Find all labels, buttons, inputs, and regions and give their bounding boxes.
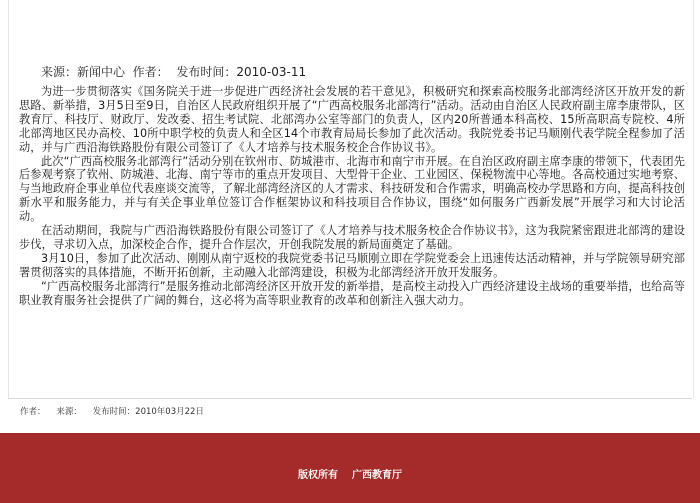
copyright-owner: 广西教育厅 (351, 470, 402, 481)
author-label: 作者： (132, 65, 169, 79)
article-paragraph: 此次“广西高校服务北部湾行”活动分别在钦州市、防城港市、北海市和南宁市开展。在自治区政府副主席李康的带领下，代表团先后参观考察了钦州、防城港、北海、南宁等市的重点开发项目、大型骨干企业、工业园区、保税物流中心等地。各高校通过实地考察、与当地政府企事业单位代表座谈交流等，了解北部湾经济区的人才需求、科技研发和合作需求，明确高校办学思路和方向，提高科技创新水平和服务能力，并与有关企事业单位签订合作框架协议和科技项目合作协议，围绕“如何服务广西新发展”开展学习和大讨论活动。 (19, 154, 685, 224)
article-paragraph: “广西高校服务北部湾行”是服务推动北部湾经济区开放开发的新举措，是高校主动投入广西经济建设主战场的重要举措，也给高等职业教育服务社会提供了广阔的舞台，这必将为高等职业教育的改革和创新注入强大动力。 (19, 279, 685, 307)
footer-divider (8, 398, 692, 399)
content-area (8, 0, 694, 398)
source-value: 新闻中心 (77, 65, 126, 79)
footer-author-label: 作者： (20, 407, 46, 417)
footer-meta (20, 405, 204, 417)
article-body (19, 85, 685, 308)
article-paragraph: 在活动期间，我院与广西沿海铁路股份有限公司签订了《人才培养与技术服务校企合作协议书》，这为我院紧密跟进北部湾的建设步伐，寻求切入点，加深校企合作，提升合作层次，开创我院发展的新局面奠定了基础。 (19, 224, 685, 251)
article-paragraph: 为进一步贯彻落实《国务院关于进一步促进广西经济社会发展的若干意见》，积极研究和探索高校服务北部湾经济区开放开发的新思路、新举措，3月5日至9日，自治区人民政府组织开展了“广西高校服务北部湾行”活动。活动由自治区人民政府副主席李康带队，区教育厅、科技厅、财政厅、发改委、招生考试院、北部湾办公室等部门的负责人，区内20所普通本科高校、15所高职高专院校、4所北部湾地区民办高校、10所中职学校的负责人和全区14个市教育局局长参加了此次活动。我院党委书记马顺刚代表学院全程参加了活动，并与广西沿海铁路股份有限公司签订了《人才培养与技术服务校企合作协议书》。 (19, 85, 685, 154)
time-label: 发布时间： (176, 65, 237, 79)
article-paragraph: 3月10日，参加了此次活动、刚刚从南宁返校的我院党委书记马顺刚立即在学院党委会上迅速传达活动精神，并与学院领导研究部署贯彻落实的具体措施，不断开拓创新，主动融入北部湾建设，积极为北部湾经济开放开发服务。 (19, 251, 685, 279)
copyright-line (0, 466, 700, 481)
footer-time-value: 2010年03月22日 (135, 407, 204, 417)
time-value: 2010-03-11 (236, 65, 307, 79)
footer-source-label: 来源： (56, 407, 82, 417)
article-meta (41, 63, 306, 80)
source-label: 来源： (41, 65, 78, 79)
footer-time-label: 发布时间： (92, 407, 136, 417)
copyright-label: 版权所有 (298, 470, 339, 481)
